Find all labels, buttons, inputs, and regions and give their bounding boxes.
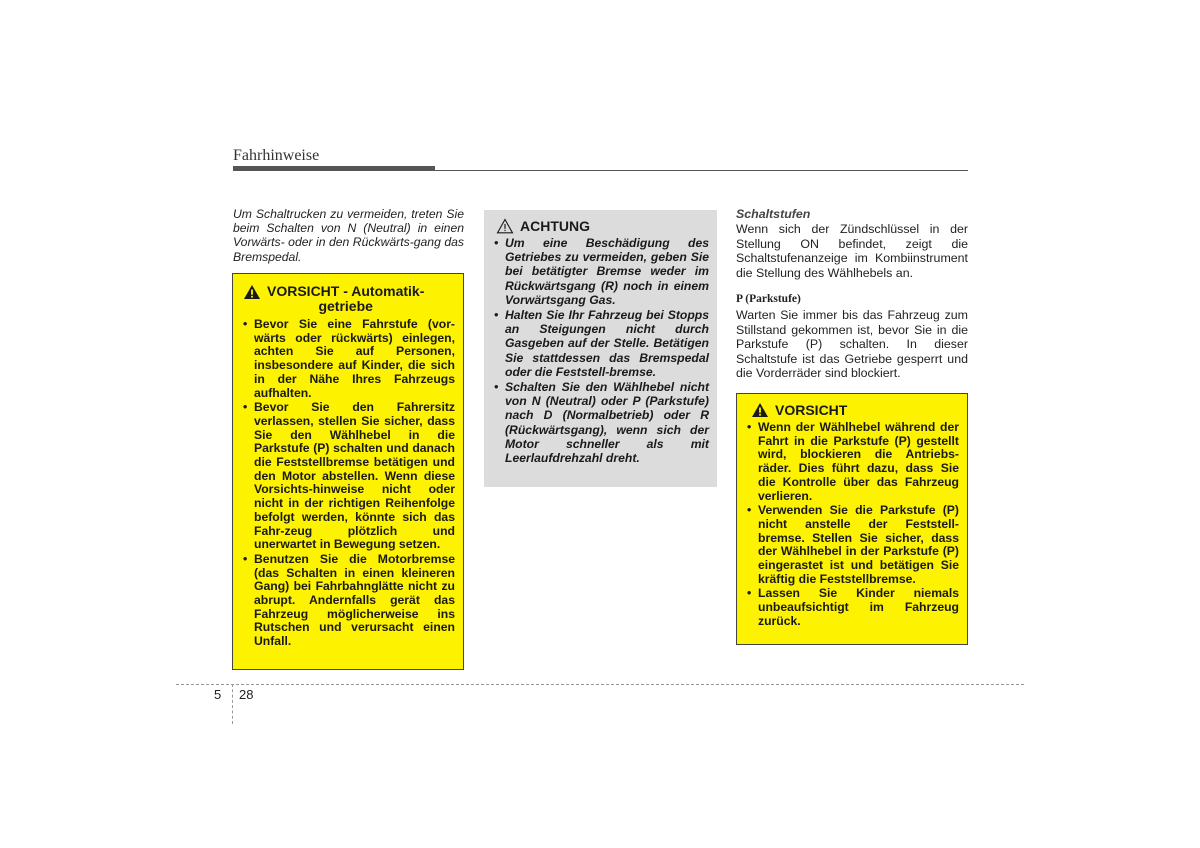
caution-box-park (736, 393, 968, 645)
list-item: • Schalten Sie den Wählhebel nicht von N (Neutral) oder P (Parkstufe) nach D (Normalbetrieb) oder R (Rückwärtsgang), wenn sich der Motor schneller als mit Leerlaufdrehzahl dreht. (492, 380, 709, 465)
caution-box-title (241, 284, 455, 314)
list-item: • Bevor Sie den Fahrersitz verlassen, stellen Sie sicher, dass Sie den Wählhebel in die Parkstufe (P) schalten und danach die Feststellbremse betätigen und den Motor abstellen. Wenn diese Vorsichts-hinweise nicht oder nicht in der richtigen Reihenfolge befolgt werden, könnte sich das Fahr-zeug plötzlich und unerwartet in Bewegung setzen. (241, 401, 455, 552)
paragraph-park-position: Warten Sie immer bis das Fahrzeug zum Stillstand gekommen ist, bevor Sie in die Parkstufe (P) schalten. In dieser Schaltstufe ist das Getriebe gesperrt und die Vorderräder sind blockiert. (736, 308, 968, 381)
park-position-heading: P (Parkstufe) (736, 293, 801, 306)
right-column (736, 207, 968, 380)
paragraph-shift-positions: Wenn sich der Zündschlüssel in der Stellung ON befindet, zeigt die Schaltstufenanzeige im Kombiinstrument die Stellung des Wählhebels an. (736, 222, 968, 280)
notice-title: ACHTUNG (520, 217, 590, 234)
list-item: • Halten Sie Ihr Fahrzeug bei Stopps an Steigungen nicht durch Gasgeben auf der Stelle. Betätigen Sie stattdessen das Bremspedal oder die Feststell-bremse. (492, 308, 709, 379)
footer-dashed-rule (176, 684, 1024, 685)
list-item: • Verwenden Sie die Parkstufe (P) nicht anstelle der Feststell-bremse. Stellen Sie sicher, dass der Wählhebel in der Parkstufe (P) eingerastet ist und betätigen Sie kräftig die Feststellbremse. (745, 504, 959, 586)
list-item: • Lassen Sie Kinder niemals unbeaufsichtigt im Fahrzeug zurück. (745, 587, 959, 628)
header-rule-thick (233, 166, 435, 171)
chapter-number: 5 (214, 687, 222, 702)
warning-triangle-filled-icon (751, 402, 769, 418)
section-subheading: Schaltstufen (736, 207, 811, 221)
list-item: • Wenn der Wählhebel während der Fahrt in die Parkstufe (P) gestellt wird, blockieren die Antriebs-räder. Dies führt dazu, dass Sie die Kontrolle über das Fahrzeug verlieren. (745, 421, 959, 503)
footer-dashed-divider (232, 684, 233, 724)
list-item: • Bevor Sie eine Fahrstufe (vor-wärts oder rückwärts) einlegen, achten Sie auf Personen, insbesondere auf Kinder, die sich in der Nähe Ihres Fahrzeugs aufhalten. (241, 318, 455, 400)
notice-list (492, 236, 709, 465)
caution-title-sub: getriebe (318, 298, 373, 314)
caution-title-main: VORSICHT - Automatik- (267, 283, 425, 299)
caution-box-title (745, 402, 959, 418)
header-rule-thin (435, 170, 968, 171)
caution-list (745, 421, 959, 629)
warning-triangle-filled-icon (243, 284, 261, 300)
caution-box-automatic-transmission (232, 273, 464, 670)
caution-title: VORSICHT (775, 401, 848, 418)
warning-triangle-outline-icon (496, 218, 514, 234)
list-item: • Um eine Beschädigung des Getriebes zu vermeiden, geben Sie bei betätigter Bremse weder im Rückwärtsgang (R) noch in einem Vorwärtsgang Gas. (492, 236, 709, 307)
list-item: • Benutzen Sie die Motorbremse (das Schalten in einen kleineren Gang) bei Fahrbahnglätte nicht zu abrupt. Andernfalls gerät das Fahrzeug möglicherweise ins Rutschen und verursacht einen Unfall. (241, 553, 455, 649)
page-header-title: Fahrhinweise (233, 147, 320, 164)
intro-paragraph: Um Schaltrucken zu vermeiden, treten Sie beim Schalten von N (Neutral) in einen Vorwärts- oder in den Rückwärts-gang das Bremspedal. (233, 207, 464, 264)
page-number: 28 (239, 687, 254, 702)
caution-list (241, 318, 455, 649)
notice-box-achtung (484, 210, 717, 487)
notice-box-title (492, 218, 709, 234)
